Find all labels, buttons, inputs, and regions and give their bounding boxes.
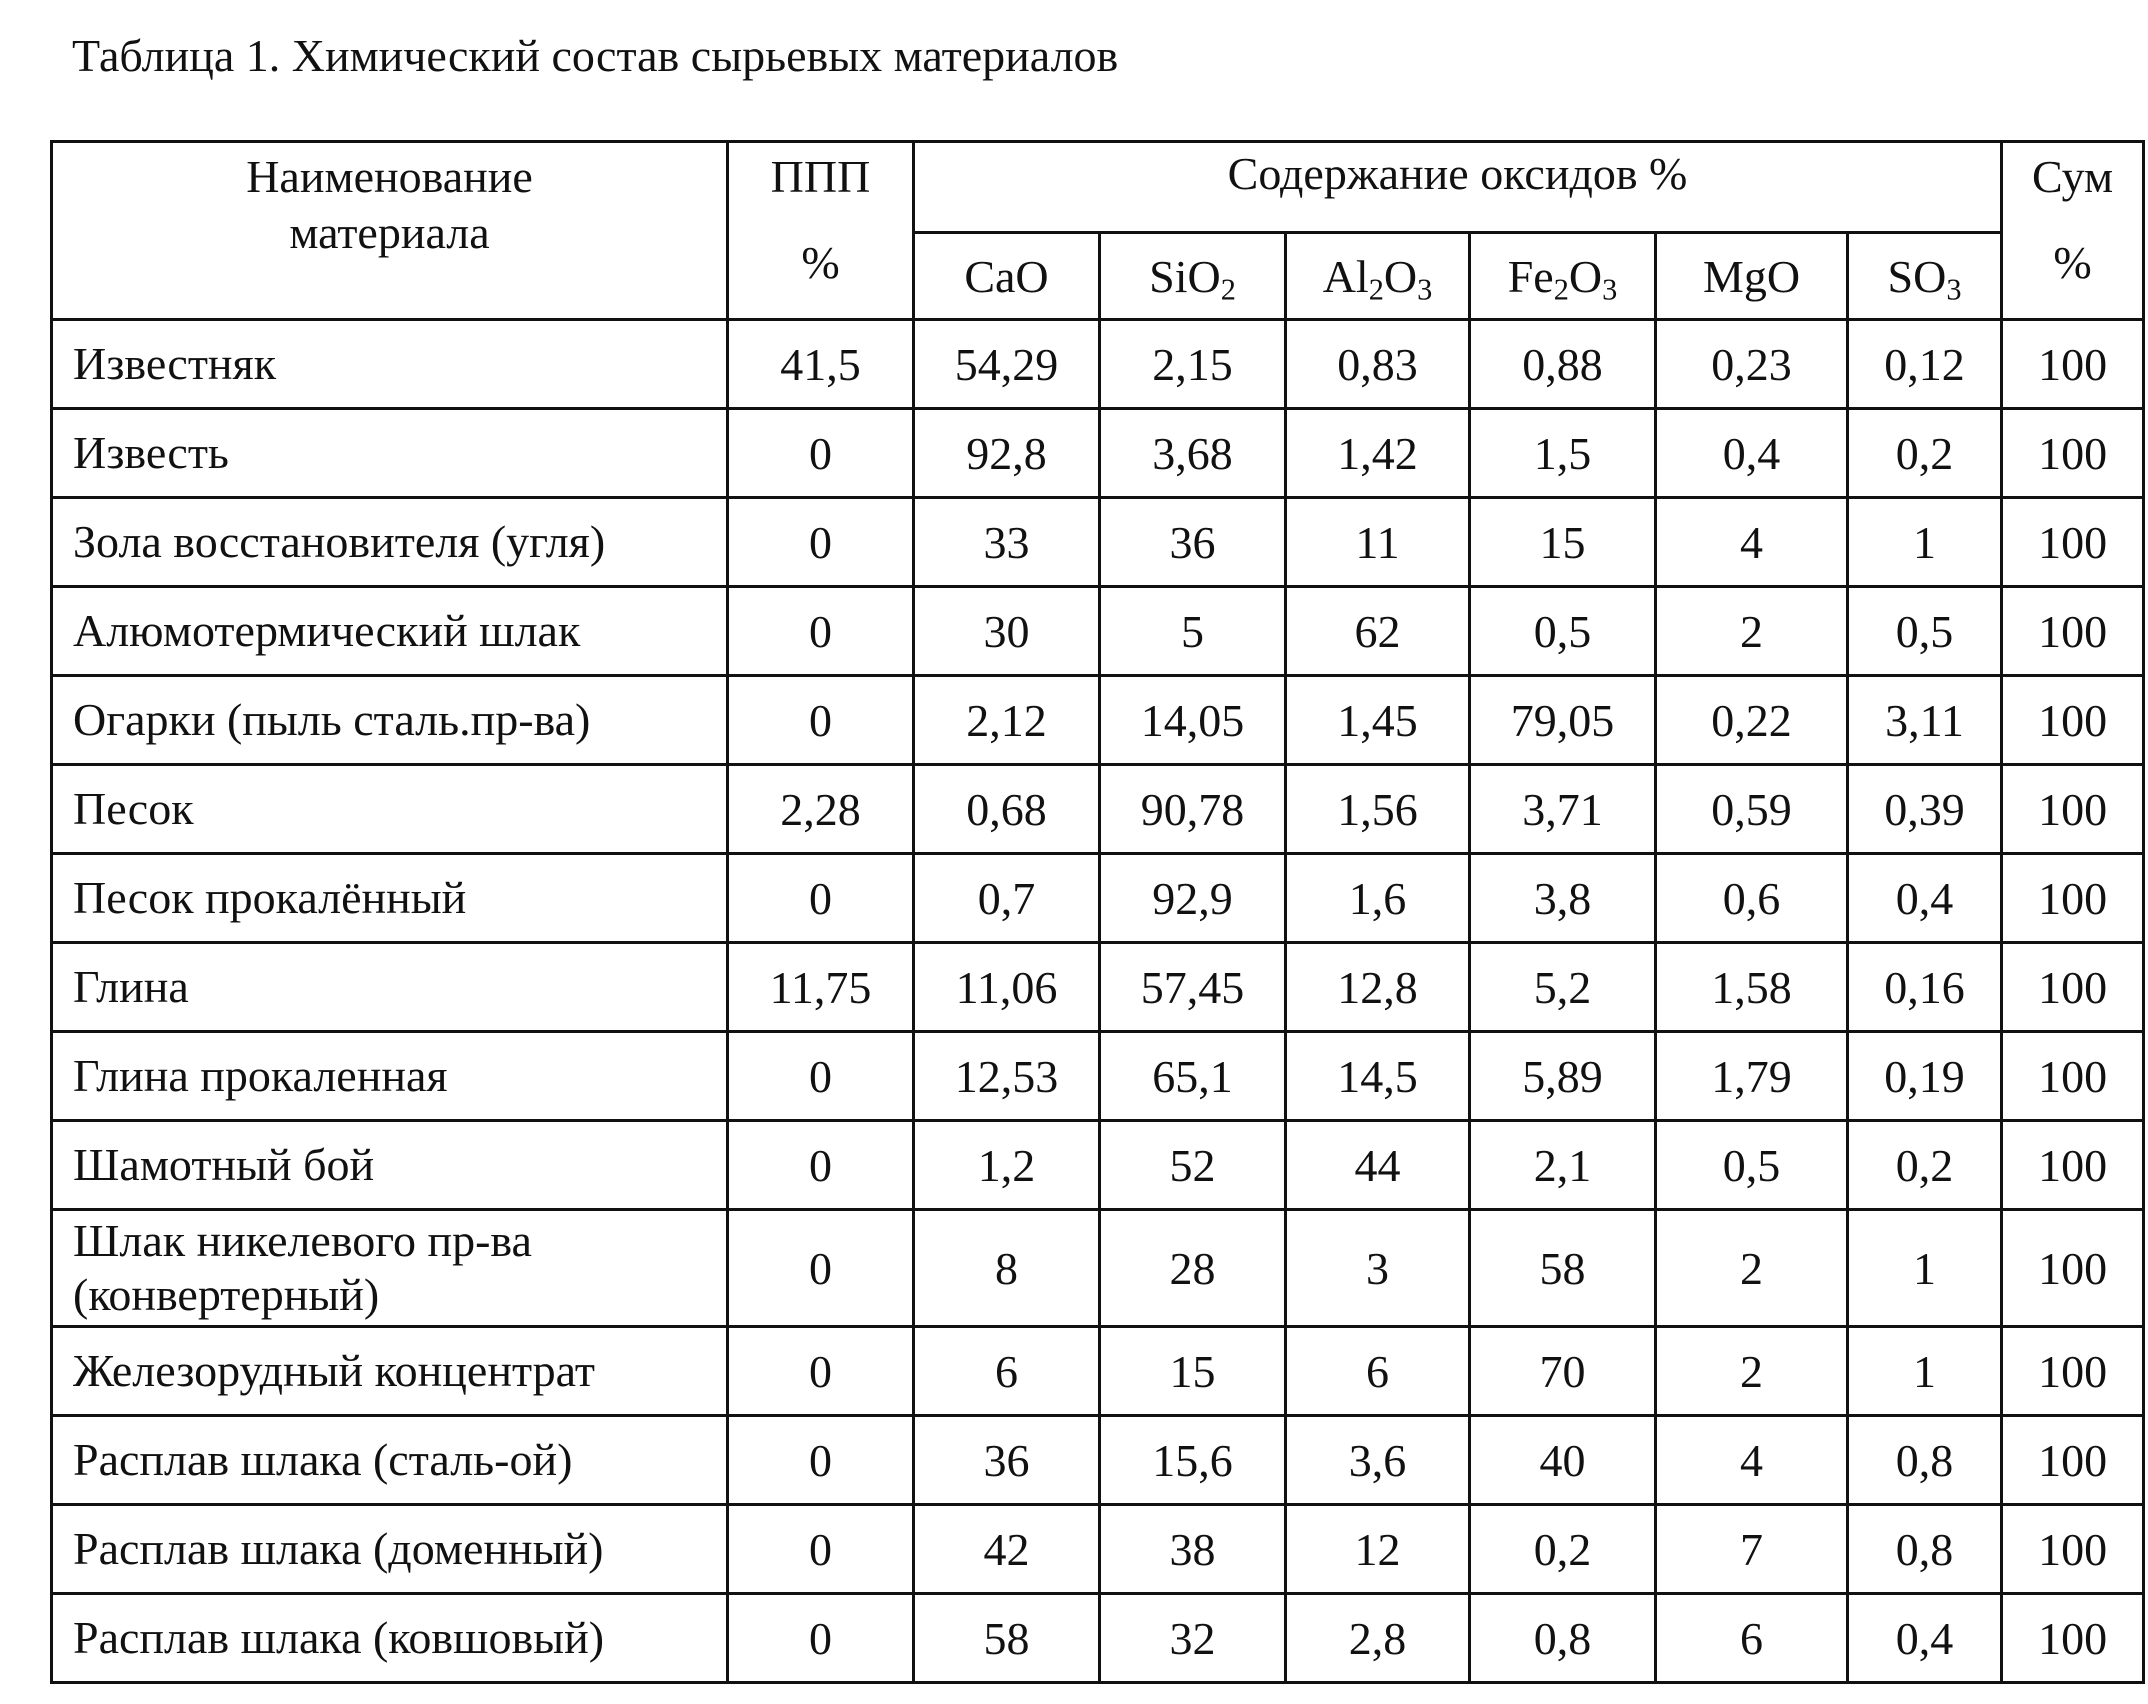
- al2o3-value: 2,8: [1286, 1594, 1470, 1683]
- so3-value: 0,16: [1848, 943, 2002, 1032]
- table-row: [52, 1505, 2144, 1594]
- so3-value: 0,4: [1848, 854, 2002, 943]
- material-name: Глина: [52, 943, 728, 1032]
- sio2-value: 92,9: [1100, 854, 1286, 943]
- sio2-value: 15,6: [1100, 1416, 1286, 1505]
- cao-value: 11,06: [914, 943, 1100, 1032]
- ppp-value: 0: [728, 498, 914, 587]
- fe2o3-value: 5,89: [1470, 1032, 1656, 1121]
- cao-value: 42: [914, 1505, 1100, 1594]
- header-oxide-mgo: MgO: [1656, 233, 1848, 320]
- cao-value: 0,7: [914, 854, 1100, 943]
- material-name: Известняк: [52, 320, 728, 409]
- cao-value: 33: [914, 498, 1100, 587]
- fe2o3-value: 2,1: [1470, 1121, 1656, 1210]
- material-name: Алюмотермический шлак: [52, 587, 728, 676]
- so3-value: 1: [1848, 1210, 2002, 1327]
- al2o3-value: 1,45: [1286, 676, 1470, 765]
- material-name-line2: (конвертерный): [73, 1269, 380, 1320]
- so3-value: 0,19: [1848, 1032, 2002, 1121]
- al2o3-value: 0,83: [1286, 320, 1470, 409]
- fe2o3-value: 0,8: [1470, 1594, 1656, 1683]
- so3-value: 1: [1848, 498, 2002, 587]
- header-oxide-al2o3: $Al_2O_3$: [1286, 233, 1470, 320]
- mgo-value: 2: [1656, 1327, 1848, 1416]
- ppp-value: 11,75: [728, 943, 914, 1032]
- sum-value: 100: [2002, 1327, 2144, 1416]
- header-sum-line2: %: [2053, 237, 2092, 288]
- cao-value: 0,68: [914, 765, 1100, 854]
- sio2-value: 14,05: [1100, 676, 1286, 765]
- ppp-value: 41,5: [728, 320, 914, 409]
- ppp-value: 0: [728, 1210, 914, 1327]
- ppp-value: 0: [728, 1594, 914, 1683]
- sum-value: 100: [2002, 765, 2144, 854]
- mgo-value: 7: [1656, 1505, 1848, 1594]
- so3-value: 0,5: [1848, 587, 2002, 676]
- table-row: [52, 1032, 2144, 1121]
- fe2o3-value: 0,5: [1470, 587, 1656, 676]
- ppp-value: 0: [728, 409, 914, 498]
- sio2-value: 32: [1100, 1594, 1286, 1683]
- mgo-value: 1,58: [1656, 943, 1848, 1032]
- sio2-value: 57,45: [1100, 943, 1286, 1032]
- fe2o3-value: 79,05: [1470, 676, 1656, 765]
- so3-value: 0,12: [1848, 320, 2002, 409]
- al2o3-value: 14,5: [1286, 1032, 1470, 1121]
- mgo-value: 0,23: [1656, 320, 1848, 409]
- header-oxide-fe2o3: $Fe_2O_3$: [1470, 233, 1656, 320]
- ppp-value: 2,28: [728, 765, 914, 854]
- sum-value: 100: [2002, 854, 2144, 943]
- so3-value: 0,8: [1848, 1416, 2002, 1505]
- table-row: [52, 498, 2144, 587]
- ppp-value: 0: [728, 676, 914, 765]
- material-name-line1: Шлак никелевого пр-ва: [73, 1215, 532, 1266]
- mgo-value: 0,4: [1656, 409, 1848, 498]
- material-name: Известь: [52, 409, 728, 498]
- mgo-value: 1,79: [1656, 1032, 1848, 1121]
- table-row: [52, 320, 2144, 409]
- material-name: Железорудный концентрат: [52, 1327, 728, 1416]
- mgo-value: 6: [1656, 1594, 1848, 1683]
- sio2-value: 38: [1100, 1505, 1286, 1594]
- so3-value: 0,39: [1848, 765, 2002, 854]
- header-ppp: [728, 142, 914, 320]
- material-name: Зола восстановителя (угля): [52, 498, 728, 587]
- table-row: [52, 1594, 2144, 1683]
- header-oxide-cao: CaO: [914, 233, 1100, 320]
- cao-value: 12,53: [914, 1032, 1100, 1121]
- sio2-value: 90,78: [1100, 765, 1286, 854]
- table-row: [52, 1121, 2144, 1210]
- so3-value: 0,2: [1848, 1121, 2002, 1210]
- table-row: [52, 765, 2144, 854]
- cao-value: 2,12: [914, 676, 1100, 765]
- fe2o3-value: 58: [1470, 1210, 1656, 1327]
- ppp-value: 0: [728, 854, 914, 943]
- cao-value: 8: [914, 1210, 1100, 1327]
- ppp-value: 0: [728, 1416, 914, 1505]
- cao-value: 58: [914, 1594, 1100, 1683]
- sio2-value: 3,68: [1100, 409, 1286, 498]
- cao-value: 6: [914, 1327, 1100, 1416]
- header-sum-line1: Сум: [2032, 151, 2114, 202]
- material-name: Песок прокалённый: [52, 854, 728, 943]
- material-name: Глина прокаленная: [52, 1032, 728, 1121]
- fe2o3-value: 5,2: [1470, 943, 1656, 1032]
- al2o3-value: 1,42: [1286, 409, 1470, 498]
- al2o3-value: 3,6: [1286, 1416, 1470, 1505]
- mgo-value: 2: [1656, 1210, 1848, 1327]
- mgo-value: 0,59: [1656, 765, 1848, 854]
- material-name: Расплав шлака (доменный): [52, 1505, 728, 1594]
- fe2o3-value: 3,71: [1470, 765, 1656, 854]
- cao-value: 30: [914, 587, 1100, 676]
- material-name: Песок: [52, 765, 728, 854]
- fe2o3-value: 0,88: [1470, 320, 1656, 409]
- sum-value: 100: [2002, 320, 2144, 409]
- table-caption: Таблица 1. Химический состав сырьевых материалов: [72, 30, 1119, 81]
- cao-value: 54,29: [914, 320, 1100, 409]
- sum-value: 100: [2002, 943, 2144, 1032]
- sio2-value: 2,15: [1100, 320, 1286, 409]
- so3-value: 0,4: [1848, 1594, 2002, 1683]
- table-row: [52, 676, 2144, 765]
- header-sum: [2002, 142, 2144, 320]
- al2o3-value: 12,8: [1286, 943, 1470, 1032]
- ppp-value: 0: [728, 1327, 914, 1416]
- al2o3-value: 3: [1286, 1210, 1470, 1327]
- mgo-value: 4: [1656, 1416, 1848, 1505]
- table-row: [52, 587, 2144, 676]
- sum-value: 100: [2002, 587, 2144, 676]
- header-row-top: [52, 142, 2144, 233]
- table-row: [52, 1416, 2144, 1505]
- table-row: [52, 943, 2144, 1032]
- header-ppp-line2: %: [801, 237, 840, 288]
- sum-value: 100: [2002, 676, 2144, 765]
- ppp-value: 0: [728, 1505, 914, 1594]
- material-name: [52, 1210, 728, 1327]
- material-name: Шамотный бой: [52, 1121, 728, 1210]
- mgo-value: 0,22: [1656, 676, 1848, 765]
- al2o3-value: 6: [1286, 1327, 1470, 1416]
- table-row: [52, 409, 2144, 498]
- table-row: [52, 1210, 2144, 1327]
- sum-value: 100: [2002, 1121, 2144, 1210]
- sum-value: 100: [2002, 1505, 2144, 1594]
- mgo-value: 4: [1656, 498, 1848, 587]
- cao-value: 1,2: [914, 1121, 1100, 1210]
- cao-value: 92,8: [914, 409, 1100, 498]
- fe2o3-value: 3,8: [1470, 854, 1656, 943]
- fe2o3-value: 1,5: [1470, 409, 1656, 498]
- material-name: Огарки (пыль сталь.пр-ва): [52, 676, 728, 765]
- sio2-value: 15: [1100, 1327, 1286, 1416]
- ppp-value: 0: [728, 587, 914, 676]
- sio2-value: 28: [1100, 1210, 1286, 1327]
- al2o3-value: 44: [1286, 1121, 1470, 1210]
- al2o3-value: 12: [1286, 1505, 1470, 1594]
- so3-value: 0,2: [1848, 409, 2002, 498]
- al2o3-value: 62: [1286, 587, 1470, 676]
- fe2o3-value: 40: [1470, 1416, 1656, 1505]
- sio2-value: 5: [1100, 587, 1286, 676]
- material-name: Расплав шлака (сталь-ой): [52, 1416, 728, 1505]
- cao-value: 36: [914, 1416, 1100, 1505]
- header-material-name-line1: Наименование: [246, 151, 533, 202]
- header-oxide-group: Содержание оксидов %: [914, 142, 2002, 233]
- fe2o3-value: 15: [1470, 498, 1656, 587]
- table-row: [52, 854, 2144, 943]
- ppp-value: 0: [728, 1032, 914, 1121]
- sio2-value: 36: [1100, 498, 1286, 587]
- ppp-value: 0: [728, 1121, 914, 1210]
- header-ppp-line1: ППП: [770, 151, 871, 202]
- al2o3-value: 1,6: [1286, 854, 1470, 943]
- mgo-value: 0,5: [1656, 1121, 1848, 1210]
- sio2-value: 65,1: [1100, 1032, 1286, 1121]
- sum-value: 100: [2002, 1416, 2144, 1505]
- sum-value: 100: [2002, 409, 2144, 498]
- mgo-value: 2: [1656, 587, 1848, 676]
- material-name: Расплав шлака (ковшовый): [52, 1594, 728, 1683]
- sum-value: 100: [2002, 1210, 2144, 1327]
- sum-value: 100: [2002, 1594, 2144, 1683]
- sum-value: 100: [2002, 498, 2144, 587]
- mgo-value: 0,6: [1656, 854, 1848, 943]
- fe2o3-value: 0,2: [1470, 1505, 1656, 1594]
- table-row: [52, 1327, 2144, 1416]
- header-oxide-so3: $SO_3$: [1848, 233, 2002, 320]
- header-material-name-line2: материала: [289, 207, 490, 258]
- so3-value: 0,8: [1848, 1505, 2002, 1594]
- fe2o3-value: 70: [1470, 1327, 1656, 1416]
- chemical-composition-table: [50, 140, 2145, 1684]
- so3-value: 3,11: [1848, 676, 2002, 765]
- header-material-name: [52, 142, 728, 320]
- sio2-value: 52: [1100, 1121, 1286, 1210]
- header-oxide-sio2: SiO$_2$: [1100, 233, 1286, 320]
- so3-value: 1: [1848, 1327, 2002, 1416]
- al2o3-value: 1,56: [1286, 765, 1470, 854]
- sum-value: 100: [2002, 1032, 2144, 1121]
- al2o3-value: 11: [1286, 498, 1470, 587]
